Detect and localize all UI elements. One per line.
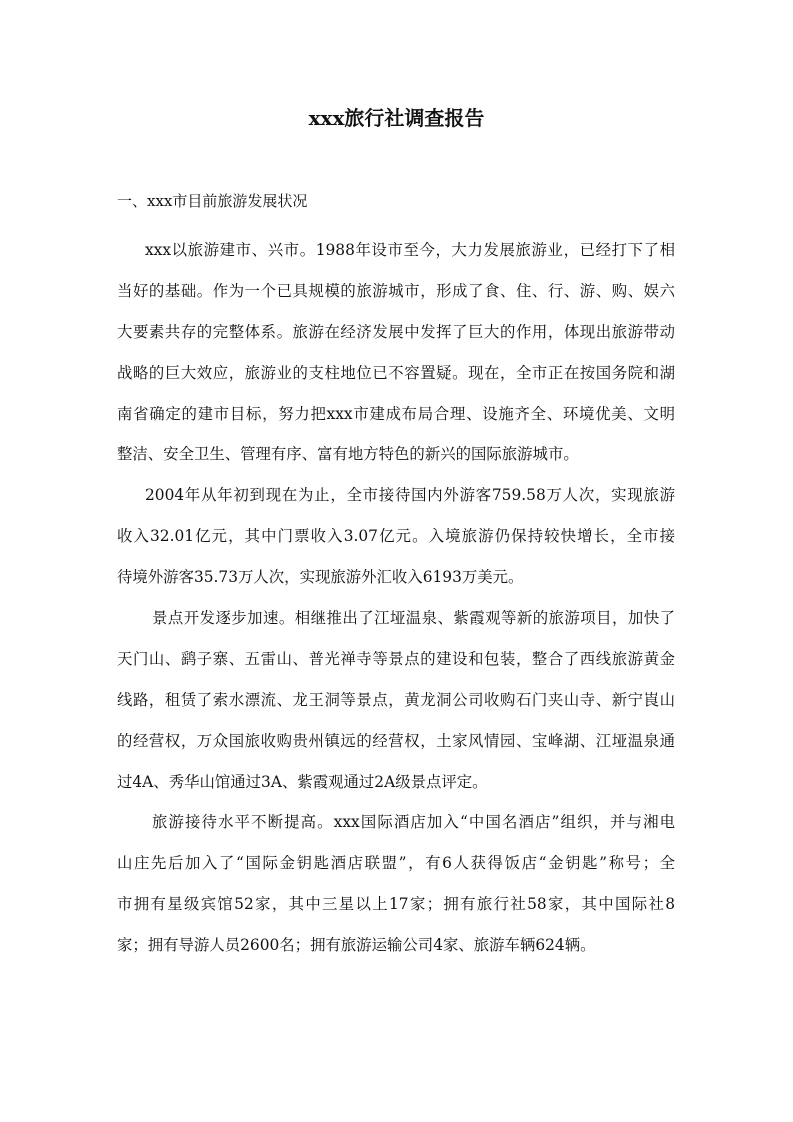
paragraph	[117, 475, 675, 598]
paragraph-line: 线路，租赁了索水漂流、龙王洞等景点，黄龙洞公司收购石门夹山寺、新宁崀山	[117, 690, 675, 709]
paragraph-line: 2004年从年初到现在为止，全市接待国内外游客759.58万人次，实现旅游	[145, 486, 675, 505]
paragraph-line: 家；拥有导游人员2600名；拥有旅游运输公司4家、旅游车辆624辆。	[117, 936, 596, 955]
paragraph-line: 待境外游客35.73万人次，实现旅游外汇收入6193万美元。	[117, 568, 524, 587]
paragraph-line: 当好的基础。作为一个已具规模的旅游城市，形成了食、住、行、游、购、娱六	[117, 281, 675, 300]
paragraph-line: 旅游接待水平不断提高。xxx国际酒店加入“中国名酒店”组织，并与湘电	[152, 813, 675, 832]
paragraph-line: 南省确定的建市目标，努力把xxx市建成布局合理、设施齐全、环境优美、文明	[117, 404, 675, 423]
paragraph-line: 天门山、鹞子寨、五雷山、普光禅寺等景点的建设和包装，整合了西线旅游黄金	[117, 649, 675, 668]
paragraph-line: 的经营权，万众国旅收购贵州镇远的经营权，土家风情园、宝峰湖、江垭温泉通	[117, 731, 675, 750]
paragraph	[117, 230, 675, 475]
paragraph-line: 战略的巨大效应，旅游业的支柱地位已不容置疑。现在，全市正在按国务院和湖	[117, 363, 675, 382]
paragraph-line: 收入32.01亿元，其中门票收入3.07亿元。入境旅游仍保持较快增长，全市接	[117, 527, 675, 546]
paragraph-line: 过4A、秀华山馆通过3A、紫霞观通过2A级景点评定。	[117, 772, 488, 791]
document-body	[117, 230, 675, 966]
paragraph-line: 景点开发逐步加速。相继推出了江垭温泉、紫霞观等新的旅游项目，加快了	[152, 609, 675, 628]
paragraph-line: 山庄先后加入了“国际金钥匙酒店联盟”，有6人获得饭店“金钥匙”称号；全	[117, 854, 675, 873]
paragraph-line: 市拥有星级宾馆52家，其中三星以上17家；拥有旅行社58家，其中国际社8	[117, 895, 675, 914]
paragraph	[117, 598, 675, 802]
paragraph	[117, 802, 675, 966]
document-title: xxx旅行社调查报告	[308, 106, 485, 130]
paragraph-line: 整洁、安全卫生、管理有序、富有地方特色的新兴的国际旅游城市。	[117, 445, 579, 464]
paragraph-line: xxx以旅游建市、兴市。1988年设市至今，大力发展旅游业，已经打下了相	[145, 241, 675, 259]
paragraph-line: 大要素共存的完整体系。旅游在经济发展中发挥了巨大的作用，体现出旅游带动	[117, 322, 675, 341]
section-heading: 一、xxx市目前旅游发展状况	[117, 192, 308, 210]
